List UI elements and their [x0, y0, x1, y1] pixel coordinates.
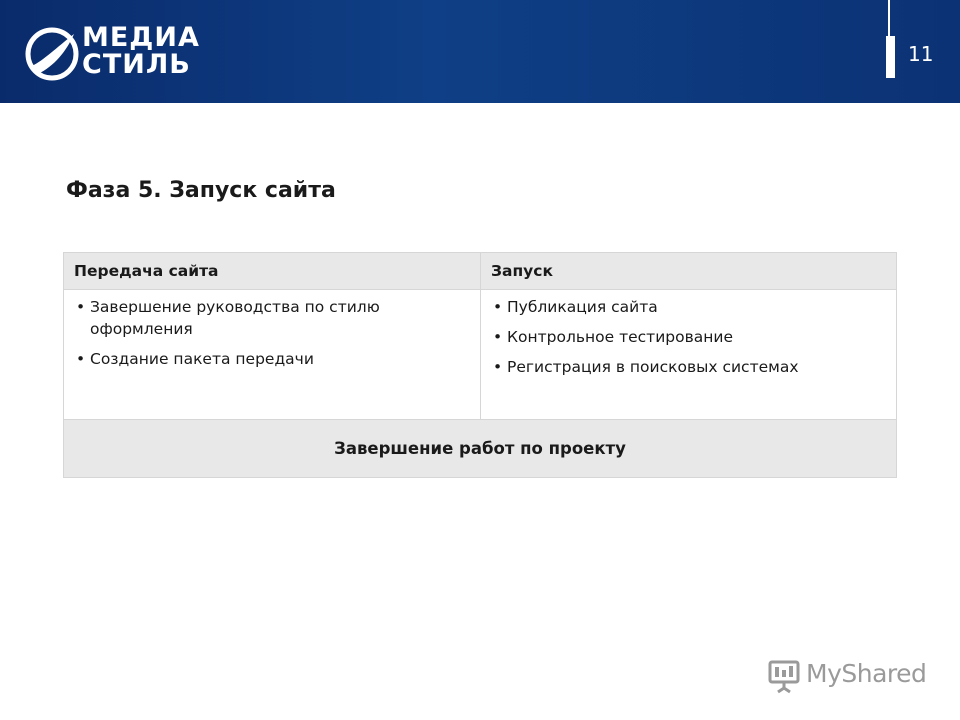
table-header-row — [64, 253, 897, 290]
column-header-launch: Запуск — [481, 253, 897, 290]
project-completion-cell: Завершение работ по проекту — [64, 420, 897, 478]
page-title: Фаза 5. Запуск сайта — [66, 178, 336, 203]
launch-cell — [481, 290, 897, 420]
handover-cell — [64, 290, 481, 420]
watermark-text: MyShared — [806, 659, 927, 688]
logo-line-2: СТИЛЬ — [82, 49, 191, 80]
media-style-logo — [24, 24, 204, 84]
header-band — [0, 0, 960, 103]
phase-table — [63, 252, 897, 478]
list-item: • Завершение руководства по стилю оформления — [74, 296, 470, 340]
header-divider-bar — [886, 36, 895, 78]
logo-globe-icon — [24, 26, 80, 82]
list-item: • Публикация сайта — [491, 296, 886, 318]
logo-line-1: МЕДИА — [82, 22, 200, 53]
table-body-row — [64, 290, 897, 420]
table-footer-row — [64, 420, 897, 478]
list-item: • Создание пакета передачи — [74, 348, 470, 370]
column-header-handover: Передача сайта — [64, 253, 481, 290]
logo-wordmark — [82, 24, 200, 78]
header-divider-line — [888, 0, 890, 36]
list-item: • Регистрация в поисковых системах — [491, 356, 886, 378]
launch-list — [491, 296, 886, 378]
presentation-icon — [766, 658, 802, 694]
list-item: • Контрольное тестирование — [491, 326, 886, 348]
page-number: 11 — [908, 42, 934, 66]
handover-list — [74, 296, 470, 370]
myshared-watermark — [766, 656, 936, 696]
